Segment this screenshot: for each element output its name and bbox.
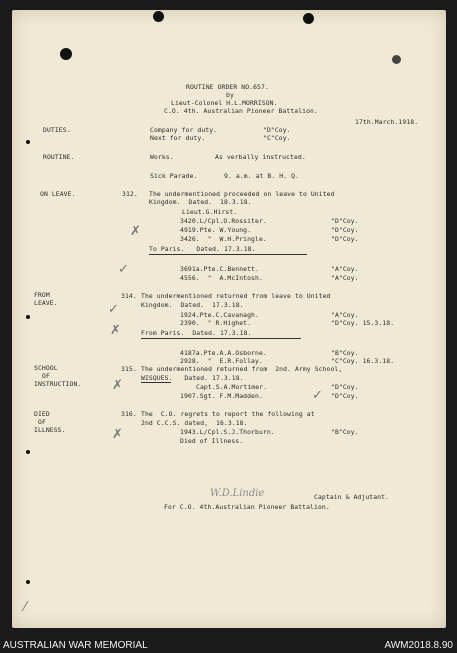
order-text: Kingdom. Dated. 18.3.18. — [149, 198, 252, 206]
punch-hole — [60, 48, 72, 60]
order-number: 316. — [121, 410, 137, 418]
personnel-company: "A"Coy. — [331, 265, 359, 273]
margin-dot — [26, 140, 30, 144]
routine-line: Sick Parade. — [150, 172, 198, 180]
section-from-leave-heading: LEAVE. — [34, 299, 58, 307]
order-text: The C.O. regrets to report the following at — [141, 410, 315, 418]
personnel-company: "D"Coy. 15.3.18. — [331, 319, 395, 327]
punch-hole — [153, 11, 164, 22]
punch-hole — [392, 55, 401, 64]
order-date: 17th.March.1918. — [355, 118, 419, 126]
section-school-heading: OF — [42, 372, 50, 380]
personnel-company: "D"Coy. — [331, 235, 359, 243]
order-author: Lieut-Colonel H.L.MORRISON. — [171, 99, 278, 107]
underline — [141, 382, 171, 383]
margin-dot — [26, 315, 30, 319]
section-from-leave-heading: FROM — [34, 291, 50, 299]
punch-hole — [303, 13, 314, 24]
check-mark-icon: ✓ — [312, 388, 323, 403]
routine-value: As verbally instructed. — [215, 153, 306, 161]
underline — [149, 254, 307, 255]
personnel-company: "A"Coy. — [331, 311, 359, 319]
personnel-name: 4919.Pte. W.Young. — [180, 226, 252, 234]
margin-dot — [26, 580, 30, 584]
footer-institution: AUSTRALIAN WAR MEMORIAL — [3, 640, 148, 651]
personnel-name: 3426. " W.H.Pringle. — [180, 235, 267, 243]
personnel-name: Capt.S.A.Mortimer. — [196, 383, 268, 391]
personnel-company: "C"Coy. 16.3.18. — [331, 357, 395, 365]
check-mark-icon: ✗ — [130, 224, 141, 239]
order-text: The undermentioned returned from leave to United — [141, 292, 331, 300]
routine-line: Works. — [150, 153, 174, 161]
handwritten-signature: W.D.Lindie — [210, 488, 265, 499]
personnel-company: "D"Coy. — [331, 226, 359, 234]
personnel-name: 1907.Sgt. F.M.Madden. — [180, 392, 263, 400]
routine-value: 9. a.m. at B. H. Q. — [224, 172, 300, 180]
personnel-name: 2928. " E.R.Follay. — [180, 357, 263, 365]
personnel-name: 3420.L/Cpl.O.Rossiter. — [180, 217, 267, 225]
section-died-heading: DIED — [34, 410, 50, 418]
duties-line: Company for duty. — [150, 126, 218, 134]
personnel-name: 2390. " R.Highet. — [180, 319, 252, 327]
personnel-company: "D"Coy. — [331, 392, 359, 400]
personnel-name: 4187a.Pte.A.A.Osborne. — [180, 349, 267, 357]
duties-line: Next for duty. — [150, 134, 206, 142]
personnel-name: Lieut.G.Hirst. — [182, 208, 238, 216]
check-mark-icon: ✗ — [110, 323, 121, 338]
personnel-name: 1924.Pte.C.Cavanagh. — [180, 311, 259, 319]
order-text: The undermentioned returned from 2nd. Army School, — [141, 365, 343, 373]
check-mark-icon: ✗ — [112, 427, 123, 442]
section-died-heading: ILLNESS. — [34, 426, 66, 434]
check-mark-icon: ✓ — [118, 262, 129, 277]
subheading-from-paris: From Paris. Dated. 17.3.18. — [141, 329, 252, 337]
order-text: The undermentioned proceeded on leave to United — [149, 190, 335, 198]
order-unit: C.O. 4th. Australian Pioneer Battalion. — [164, 107, 318, 115]
personnel-name: 3691a.Pte.C.Bennett. — [180, 265, 259, 273]
section-routine-heading: ROUTINE. — [43, 153, 75, 161]
order-text: 2nd C.C.S. dated, 16.3.18. — [141, 419, 248, 427]
personnel-company: "B"Coy. — [331, 349, 359, 357]
order-by: by — [226, 91, 234, 99]
personnel-name: 1943.L/Cpl.S.J.Thorburn. — [180, 428, 275, 436]
personnel-company: "D"Coy. — [331, 383, 359, 391]
duties-value: "C"Coy. — [263, 134, 291, 142]
order-title: ROUTINE ORDER NO.657. — [186, 83, 269, 91]
order-text: Kingdom. Dated. 17.3.18. — [141, 301, 244, 309]
section-died-heading: OF — [38, 418, 46, 426]
duties-value: "D"Coy. — [263, 126, 291, 134]
order-text: WISQUES. Dated. 17.3.18. — [141, 374, 244, 382]
personnel-company: "B"Coy. — [331, 428, 359, 436]
margin-dot — [26, 450, 30, 454]
personnel-name: 4556. " A.McIntosh. — [180, 274, 263, 282]
section-school-heading: SCHOOL — [34, 364, 58, 372]
signature-title: Captain & Adjutant. — [314, 493, 390, 501]
personnel-note: Died of Illness. — [180, 437, 244, 445]
check-mark-icon: ✓ — [108, 302, 119, 317]
section-duties-heading: DUTIES. — [43, 126, 71, 134]
personnel-company: "D"Coy. — [331, 217, 359, 225]
underline — [141, 338, 301, 339]
section-leave-heading: ON LEAVE. — [40, 190, 76, 198]
personnel-company: "A"Coy. — [331, 274, 359, 282]
footer-accession-number: AWM2018.8.90 — [384, 640, 453, 651]
order-number: 315. — [121, 365, 137, 373]
check-mark-icon: ✗ — [112, 378, 123, 393]
archive-footer — [0, 638, 457, 653]
order-number: 312. — [122, 190, 138, 198]
section-school-heading: INSTRUCTION. — [34, 380, 82, 388]
subheading-paris: To Paris. Dated. 17.3.18. — [149, 245, 256, 253]
pencil-mark-icon: ⁄ — [24, 600, 27, 615]
order-number: 314. — [121, 292, 137, 300]
signature-for: For C.O. 4th.Australian Pioneer Battalion. — [164, 503, 330, 511]
